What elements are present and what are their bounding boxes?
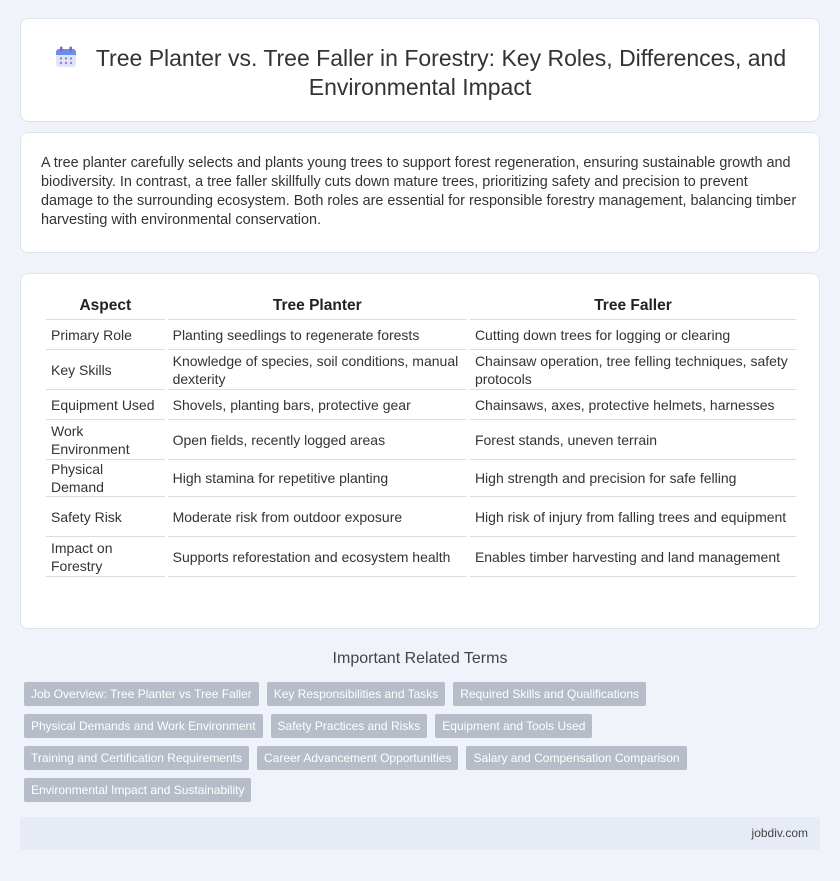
table-row (46, 497, 796, 537)
cell-tree-faller: Cutting down trees for logging or clearing (470, 320, 796, 350)
cell-tree-faller: Forest stands, uneven terrain (470, 420, 796, 460)
footer-site[interactable]: jobdiv.com (751, 826, 808, 840)
table-row (46, 460, 796, 497)
comparison-card (20, 273, 820, 629)
cell-tree-faller: Chainsaws, axes, protective helmets, harnesses (470, 390, 796, 420)
cell-tree-faller: Chainsaw operation, tree felling techniques, safety protocols (470, 350, 796, 390)
tag-key-responsibilities[interactable]: Key Responsibilities and Tasks (267, 682, 446, 706)
tag-physical-demands[interactable]: Physical Demands and Work Environment (24, 714, 263, 738)
table-header-row (46, 294, 796, 320)
comparison-table (43, 294, 799, 577)
table-row (46, 320, 796, 350)
tag-required-skills[interactable]: Required Skills and Qualifications (453, 682, 646, 706)
calendar-icon (54, 45, 78, 69)
header-tree-faller: Tree Faller (470, 294, 796, 320)
cell-tree-faller: Enables timber harvesting and land management (470, 537, 796, 577)
cell-aspect: Key Skills (46, 350, 165, 390)
cell-tree-planter: Knowledge of species, soil conditions, manual dexterity (168, 350, 467, 390)
header-tree-planter: Tree Planter (168, 294, 467, 320)
cell-aspect: Safety Risk (46, 497, 165, 537)
cell-tree-planter: High stamina for repetitive planting (168, 460, 467, 497)
tag-safety-practices[interactable]: Safety Practices and Risks (271, 714, 428, 738)
cell-aspect: Equipment Used (46, 390, 165, 420)
tag-training-certification[interactable]: Training and Certification Requirements (24, 746, 249, 770)
table-row (46, 537, 796, 577)
table-row (46, 350, 796, 390)
cell-tree-planter: Moderate risk from outdoor exposure (168, 497, 467, 537)
cell-aspect: Work Environment (46, 420, 165, 460)
related-terms-title: Important Related Terms (332, 650, 508, 667)
table-row (46, 390, 796, 420)
cell-tree-planter: Planting seedlings to regenerate forests (168, 320, 467, 350)
related-terms-tags (24, 682, 724, 810)
tag-environmental-impact[interactable]: Environmental Impact and Sustainability (24, 778, 251, 802)
title-card (20, 18, 820, 122)
header-aspect: Aspect (46, 294, 165, 320)
cell-tree-faller: High risk of injury from falling trees and equipment (470, 497, 796, 537)
intro-paragraph: A tree planter carefully selects and plants young trees to support forest regeneration, ensuring sustainable growth and biodiversity. In contrast, a tree faller skillfully cuts down mature trees, prioritizing safety and precision to prevent damage to the surrounding ecosystem. Both roles are essential for responsible forestry management, balancing timber harvesting with environmental conservation. (41, 155, 797, 228)
tag-equipment-tools[interactable]: Equipment and Tools Used (435, 714, 592, 738)
page-title (21, 44, 819, 102)
cell-tree-planter: Supports reforestation and ecosystem health (168, 537, 467, 577)
page-title-text: Tree Planter vs. Tree Faller in Forestry: Key Roles, Differences, and Environmental Impact (95, 45, 787, 100)
footer (20, 817, 820, 850)
cell-tree-planter: Shovels, planting bars, protective gear (168, 390, 467, 420)
intro-card (20, 132, 820, 253)
cell-aspect: Primary Role (46, 320, 165, 350)
cell-aspect: Impact on Forestry (46, 537, 165, 577)
table-row (46, 420, 796, 460)
cell-tree-planter: Open fields, recently logged areas (168, 420, 467, 460)
tag-salary-comparison[interactable]: Salary and Compensation Comparison (466, 746, 686, 770)
cell-aspect: Physical Demand (46, 460, 165, 497)
tag-career-advancement[interactable]: Career Advancement Opportunities (257, 746, 458, 770)
tag-job-overview[interactable]: Job Overview: Tree Planter vs Tree Faller (24, 682, 259, 706)
cell-tree-faller: High strength and precision for safe felling (470, 460, 796, 497)
